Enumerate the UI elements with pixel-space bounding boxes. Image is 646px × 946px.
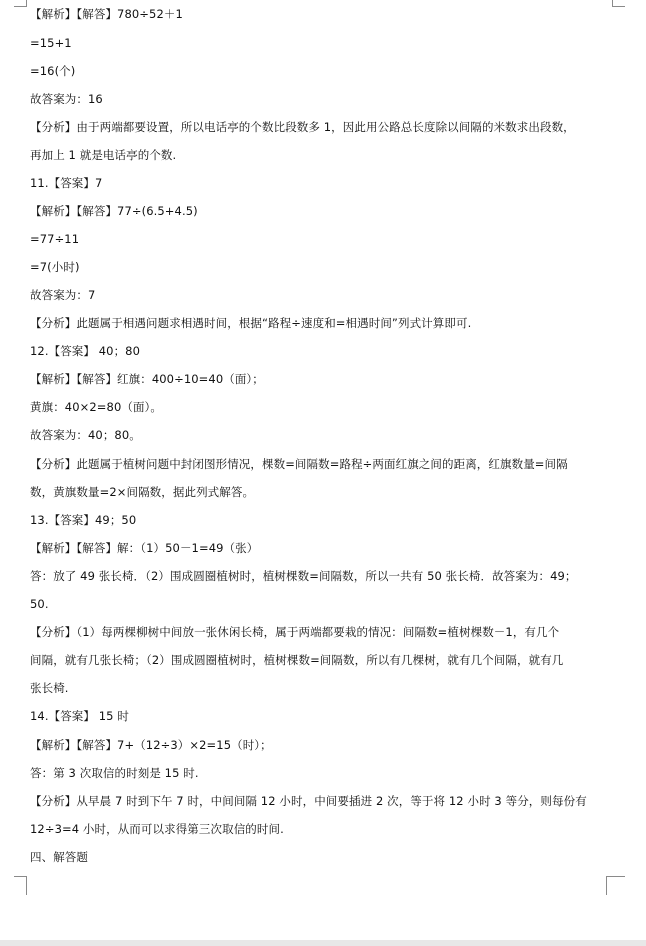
text-line: 黄旗：40×2=80（面）。: [30, 400, 163, 414]
answer-heading: 13.【答案】49；50: [30, 513, 137, 527]
text-line: 50.: [30, 597, 49, 611]
text-line: 答：放了 49 张长椅．（2）围成圆圈植树时，植树棵数=间隔数，所以一共有 50 张长椅．故答案为：49；: [30, 569, 577, 583]
text-line: 【解析】【解答】红旗：400÷10=40（面）；: [30, 372, 264, 386]
text-line: 【分析】此题属于相遇问题求相遇时间，根据“路程÷速度和=相遇时间”列式计算即可.: [30, 316, 472, 330]
text-line: 12÷3=4 小时，从而可以求得第三次取信的时间.: [30, 822, 284, 836]
text-line: 故答案为：16: [30, 92, 103, 106]
corner-mark-bottom-left: [14, 876, 27, 895]
text-line: 再加上 1 就是电话亭的个数.: [30, 148, 177, 162]
text-line: =15+1: [30, 36, 72, 50]
text-line: =16(个): [30, 64, 76, 78]
text-line: 【分析】从早晨 7 时到下午 7 时，中间间隔 12 小时，中间要插进 2 次，等于将 12 小时 3 等分，则每份有: [30, 794, 587, 808]
text-line: 【解析】【解答】780÷52＋1: [30, 7, 183, 21]
text-line: 【解析】【解答】解：（1）50－1=49（张）: [30, 541, 259, 555]
text-line: =77÷11: [30, 232, 80, 246]
answer-heading: 12.【答案】 40；80: [30, 344, 141, 358]
corner-mark-bottom-right: [606, 876, 625, 895]
answer-heading: 11.【答案】7: [30, 176, 103, 190]
text-line: 故答案为：7: [30, 288, 96, 302]
text-line: 【解析】【解答】7+（12÷3）×2=15（时）；: [30, 738, 272, 752]
text-line: 【分析】由于两端都要设置，所以电话亭的个数比段数多 1，因此用公路总长度除以间隔的米数求出段数，: [30, 120, 575, 134]
text-line: 间隔，就有几张长椅；（2）围成圆圈植树时，植树棵数=间隔数，所以有几棵树，就有几个间隔，就有几: [30, 653, 564, 667]
text-line: 【解析】【解答】77÷(6.5+4.5): [30, 204, 198, 218]
corner-mark-top-left: [14, 0, 27, 7]
text-line: 答：第 3 次取信的时刻是 15 时.: [30, 766, 199, 780]
text-line: 故答案为：40；80。: [30, 428, 141, 442]
text-line: =7(小时): [30, 260, 80, 274]
text-line: 【分析】（1）每两棵柳树中间放一张休闲长椅，属于两端都要栽的情况：间隔数=植树棵数－1，有几个: [30, 625, 560, 639]
text-line: 数，黄旗数量=2×间隔数，据此列式解答。: [30, 485, 255, 499]
answer-heading: 14.【答案】 15 时: [30, 709, 129, 723]
corner-mark-top-right: [612, 0, 625, 7]
section-heading: 四、解答题: [30, 850, 88, 864]
page-gap: [0, 940, 646, 946]
text-line: 张长椅.: [30, 681, 69, 695]
text-line: 【分析】此题属于植树问题中封闭图形情况，棵数=间隔数=路程÷两面红旗之间的距离，红旗数量=间隔: [30, 457, 568, 471]
